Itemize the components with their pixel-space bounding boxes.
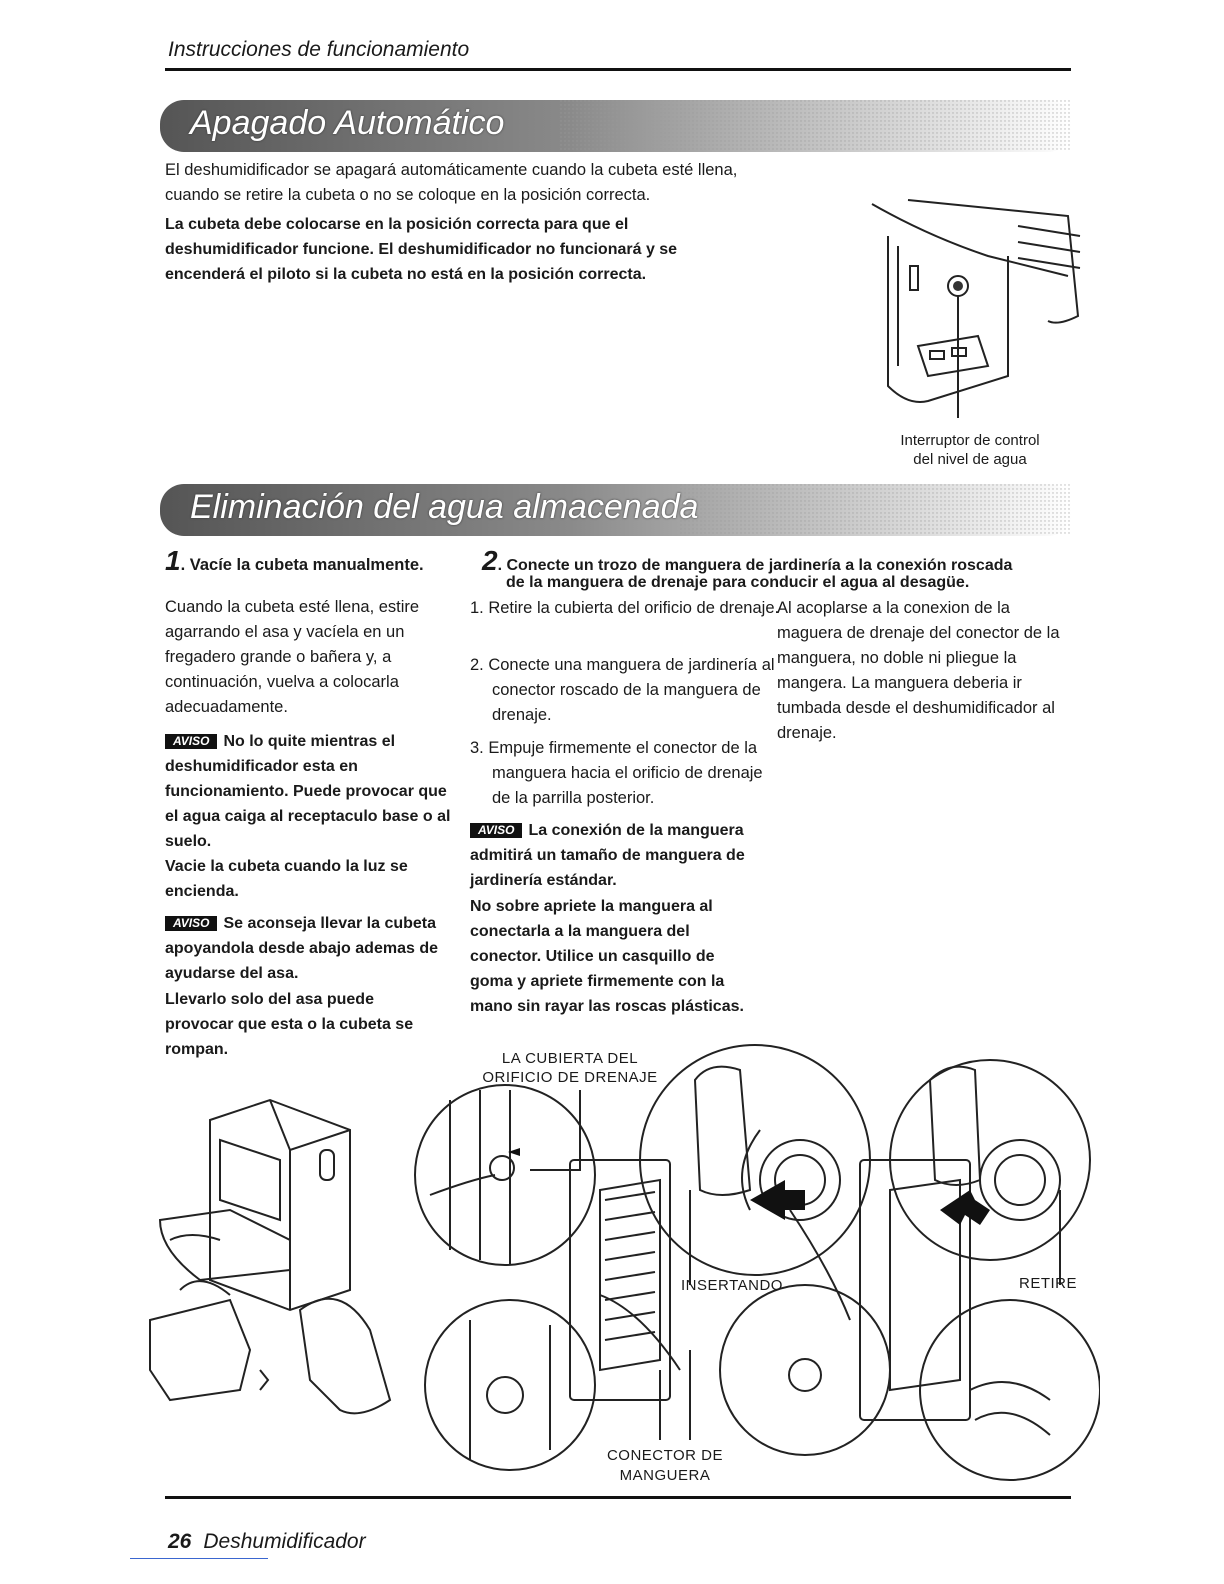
banner-title: Apagado Automático xyxy=(190,104,505,142)
aviso-badge: AVISO xyxy=(470,823,522,838)
step1-warning2b: Llevarlo solo del asa puede provocar que esta o la cubeta se rompan. xyxy=(165,991,414,1058)
step2-warning-b: No sobre apriete la manguera al conectarla a la manguera del conector. Utilice un casquillo de goma y apriete firmemente con la mano sin rayar las roscas plásticas. xyxy=(470,898,744,1015)
step1-number: 1 xyxy=(165,545,181,576)
section-banner-auto-off xyxy=(160,100,1072,152)
step2-title-line1: . Conecte un trozo de manguera de jardinería a la conexión roscada xyxy=(497,557,1013,574)
bottom-link-line xyxy=(130,1558,268,1559)
aviso-badge: AVISO xyxy=(165,916,217,931)
step1-warning2-text: Se aconseja llevar la cubeta apoyandola desde abajo ademas de ayudarse del asa. xyxy=(165,915,438,982)
step2-warning-text: La conexión de la manguera admitirá un tamaño de manguera de jardinería estándar. xyxy=(470,822,745,889)
step1-warning1 xyxy=(165,729,455,854)
step2-title-line2: de la manguera de drenaje para conducir el agua al desagüe. xyxy=(506,574,970,591)
step1-heading xyxy=(165,545,424,578)
water-level-switch-illustration xyxy=(868,196,1090,418)
label-connector-line1: CONECTOR DE xyxy=(606,1447,724,1464)
page-header-title: Instrucciones de funcionamiento xyxy=(168,38,470,61)
label-cover-line1: LA CUBIERTA DEL xyxy=(501,1050,639,1067)
aviso-badge: AVISO xyxy=(165,734,217,749)
label-remove: RETIRE xyxy=(1018,1275,1077,1292)
step2-side-note: Al acoplarse a la conexion de la maguera de drenaje del conector de la manguera, no doble ni pliegue la mangera. La manguera deberia ir tumbada desde el deshumidificador al drenaje. xyxy=(777,599,1060,742)
step1-warning2 xyxy=(165,911,440,986)
label-connector-line2: MANGUERA xyxy=(619,1467,711,1484)
figure-caption-line1: Interruptor de control xyxy=(900,432,1040,449)
step1-warning1b: Vacie la cubeta cuando la luz se encienda. xyxy=(165,858,408,900)
figure-caption-line2: del nivel de agua xyxy=(913,451,1027,468)
label-cover-line2: ORIFICIO DE DRENAJE xyxy=(482,1069,658,1086)
step2-item-1: 1. Retire la cubierta del orificio de drenaje. xyxy=(470,599,780,617)
page-footer xyxy=(168,1530,366,1554)
step2-item-3: 3. Empuje firmemente el conector de la manguera hacia el orificio de drenaje de la parrilla posterior. xyxy=(470,739,763,807)
section-banner-remove-water xyxy=(160,484,1072,536)
label-inserting: INSERTANDO xyxy=(681,1277,783,1294)
step1-body: Cuando la cubeta esté llena, estire agarrando el asa y vacíela en un fregadero grande o bañera y, a continuación, vuelva a colocarla adecuadamente. xyxy=(165,598,420,716)
page-number: 26 xyxy=(168,1530,192,1553)
step2-item-2: 2. Conecte una manguera de jardinería al conector roscado de la manguera de drenaje. xyxy=(470,656,775,724)
banner-title: Eliminación del agua almacenada xyxy=(190,488,699,526)
step1-warning1-text: No lo quite mientras el deshumidificador esta en funcionamiento. Puede provocar que el agua caiga al receptaculo base o al suelo. xyxy=(165,733,451,850)
header-rule xyxy=(165,68,1071,71)
auto-off-bold-note: La cubeta debe colocarse en la posición correcta para que el deshumidificador funcione. El deshumidificador no funcionará y se encenderá el piloto si la cubeta no está en la posición correcta. xyxy=(165,216,678,283)
step2-number: 2 xyxy=(482,545,498,576)
footer-rule xyxy=(165,1496,1071,1499)
footer-title: Deshumidificador xyxy=(203,1530,366,1553)
step2-warning xyxy=(470,818,760,893)
drain-hose-illustration xyxy=(410,1040,1100,1485)
step1-title: . Vacíe la cubeta manualmente. xyxy=(180,556,424,574)
auto-off-intro: El deshumidificador se apagará automáticamente cuando la cubeta esté llena, cuando se retire la cubeta o no se coloque en la posición correcta. xyxy=(165,161,738,204)
bucket-removal-illustration xyxy=(140,1090,430,1470)
